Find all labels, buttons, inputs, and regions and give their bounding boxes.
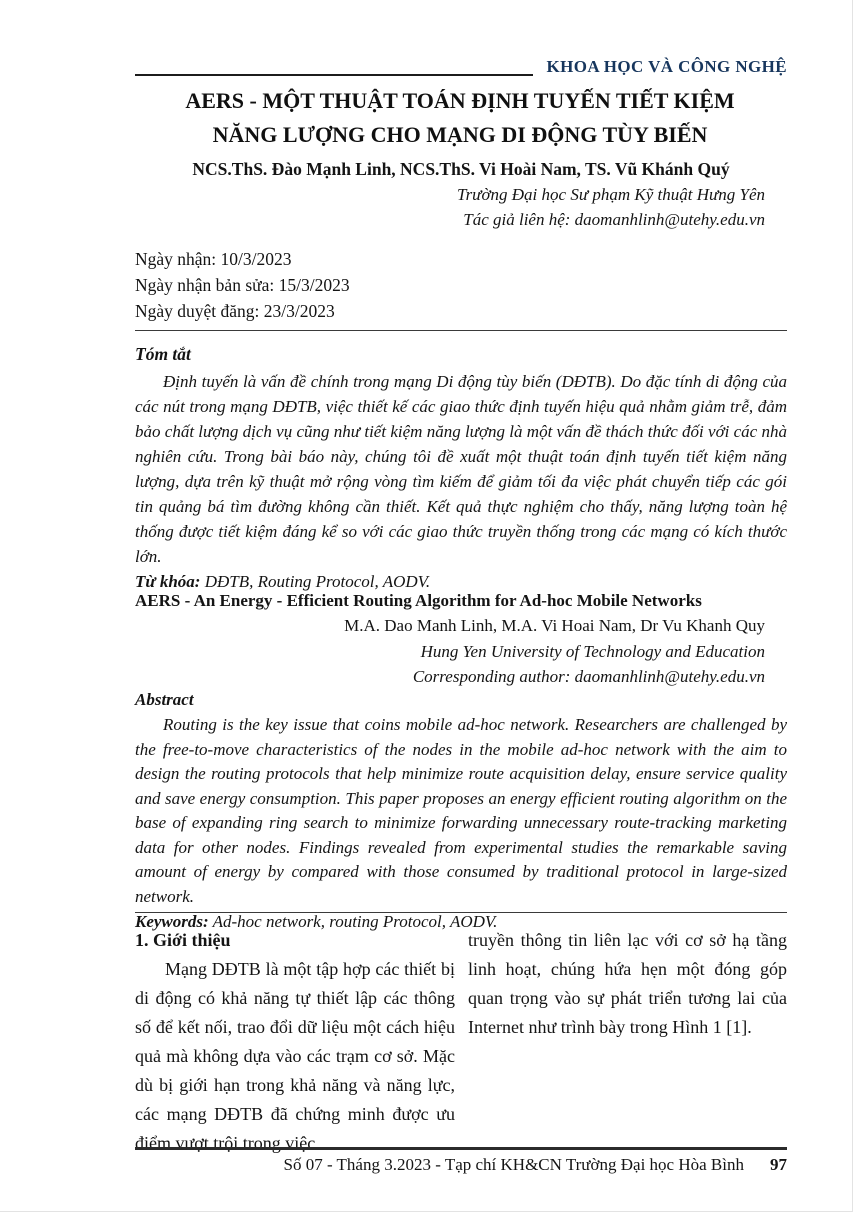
date-revised: Ngày nhận bản sửa: 15/3/2023	[135, 275, 350, 295]
journal-section-label: KHOA HỌC VÀ CÔNG NGHỆ	[546, 57, 787, 76]
article-title-english: AERS - An Energy - Efficient Routing Algorithm for Ad-hoc Mobile Networks	[135, 591, 702, 610]
authors-english: M.A. Dao Manh Linh, M.A. Vi Hoai Nam, Dr Vu Khanh Quy	[344, 616, 765, 635]
footer-rule	[135, 1147, 787, 1150]
keywords-english-label: Keywords:	[135, 912, 209, 931]
abstract-english-body: Routing is the key issue that coins mobile ad-hoc network. Researchers are challenged by the free-to-move characteristics of the nodes in the mobile ad-hoc network with the aim to design the routing protocols that help minimize route acquisition delay, ensure service quality and save energy consumption. This paper proposes an energy efficient routing algorithm on the base of expanding ring search to minimize forwarding unnecessary route-tracking marketing data for other nodes. Findings revealed from experimental studies the remarkable saving amount of energy by compared with those consumed by traditional protocol in large-sized network.	[135, 715, 787, 906]
footer-journal-info: Số 07 - Tháng 3.2023 - Tạp chí KH&CN Trường Đại học Hòa Bình	[283, 1155, 744, 1174]
affiliation-vietnamese: Trường Đại học Sư phạm Kỹ thuật Hưng Yên	[457, 185, 765, 204]
abstract-vietnamese-heading: Tóm tắt	[135, 344, 191, 364]
date-received: Ngày nhận: 10/3/2023	[135, 249, 292, 269]
divider-above-abstract	[135, 330, 787, 331]
abstract-english-heading: Abstract	[135, 690, 194, 709]
article-title-line2: NĂNG LƯỢNG CHO MẠNG DI ĐỘNG TÙY BIẾN	[212, 122, 708, 147]
date-accepted: Ngày duyệt đăng: 23/3/2023	[135, 301, 335, 321]
corresponding-author-english: Corresponding author: daomanhlinh@utehy.edu.vn	[412, 667, 765, 686]
keywords-vietnamese-value: DĐTB, Routing Protocol, AODV.	[200, 572, 431, 591]
keywords-vietnamese-label: Từ khóa:	[135, 572, 201, 591]
authors-vietnamese: NCS.ThS. Đào Mạnh Linh, NCS.ThS. Vi Hoài Nam, TS. Vũ Khánh Quý	[192, 159, 730, 179]
body-column-right	[468, 926, 787, 1042]
divider-above-body	[135, 912, 787, 913]
article-title	[115, 84, 805, 152]
corresponding-author-vietnamese: Tác giả liên hệ: daomanhlinh@utehy.edu.vn	[463, 210, 765, 229]
abstract-vietnamese	[135, 344, 787, 594]
keywords-english-value: Ad-hoc network, routing Protocol, AODV.	[208, 912, 498, 931]
footer	[135, 1155, 787, 1175]
manuscript-dates	[135, 246, 635, 324]
article-title-line1: AERS - MỘT THUẬT TOÁN ĐỊNH TUYẾN TIẾT KIỆM	[185, 88, 735, 113]
section-1-paragraph-left: Mạng DĐTB là một tập hợp các thiết bị di động có khả năng tự thiết lập các thông số để kết nối, trao đổi dữ liệu một cách hiệu quả mà không dựa vào các trạm cơ sở. Mặc dù bị giới hạn trong khả năng và năng lực, các mạng DĐTB đã chứng minh được ưu điểm vượt trội trong việc	[135, 959, 455, 1153]
section-1-paragraph-right: truyền thông tin liên lạc với cơ sở hạ tầng linh hoạt, chúng hứa hẹn một đóng góp quan trọng vào sự phát triển tương lai của Internet như trình bày trong Hình 1 [1].	[468, 930, 787, 1037]
body-column-left	[135, 926, 455, 1158]
abstract-english	[135, 690, 787, 934]
affiliation-english: Hung Yen University of Technology and Education	[420, 642, 765, 661]
page-number: 97	[770, 1155, 787, 1174]
section-1-heading: 1. Giới thiệu	[135, 930, 231, 950]
abstract-vietnamese-body: Định tuyến là vấn đề chính trong mạng Di động tùy biến (DĐTB). Do đặc tính di động của các nút trong mạng DĐTB, việc thiết kế các giao thức định tuyến hiệu quả nhằm giảm trễ, đảm bảo chất lượng dịch vụ cũng như tiết kiệm năng lượng là một vấn đề thách thức đối với các nhà nghiên cứu. Trong bài báo này, chúng tôi đề xuất một thuật toán định tuyến tiết kiệm năng lượng, dựa trên kỹ thuật mở rộng vòng tìm kiếm để giảm tối đa việc phát chuyển tiếp các gói tin quảng bá tìm đường không cần thiết. Kết quả thực nghiệm cho thấy, năng lượng toàn hệ thống được tiết kiệm đáng kể so với các giao thức truyền thống trong các mạng có kích thước lớn.	[135, 372, 787, 566]
